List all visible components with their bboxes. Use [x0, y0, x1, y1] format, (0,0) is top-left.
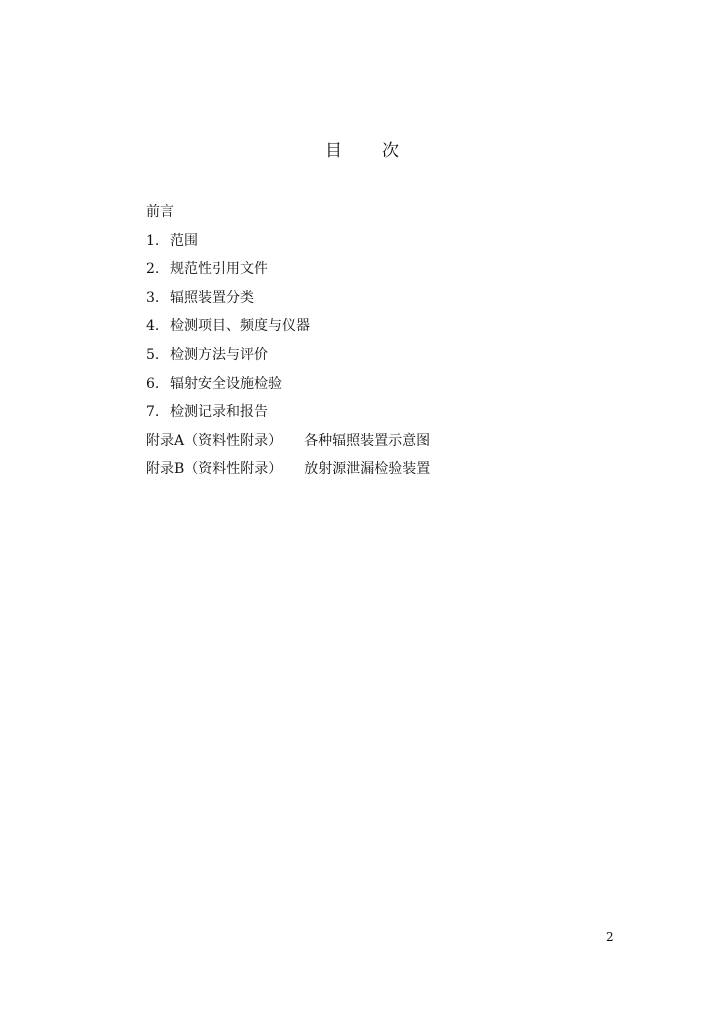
toc-item: [146, 316, 430, 345]
appendix-label: 附录A（资料性附录）: [146, 432, 283, 449]
toc-item-number: 7.: [146, 404, 160, 421]
toc-item-number: 3.: [146, 289, 160, 306]
toc-item-preface: [146, 202, 430, 231]
toc-item: [146, 259, 430, 288]
toc-appendix: [146, 431, 430, 460]
toc-item-label: 辐照装置分类: [170, 289, 254, 306]
toc-item: [146, 345, 430, 374]
toc-item-number: 5.: [146, 346, 160, 363]
toc-item-number: 1.: [146, 232, 160, 249]
toc-item-label: 规范性引用文件: [170, 261, 268, 278]
toc-item: [146, 402, 430, 431]
appendix-title: 各种辐照装置示意图: [304, 432, 431, 449]
toc-item-label: 范围: [170, 232, 198, 249]
toc-item-number: 4.: [146, 318, 160, 335]
toc-item-label: 辐射安全设施检验: [170, 375, 282, 392]
page-number: 2: [606, 930, 614, 944]
toc-item-label: 检测记录和报告: [170, 404, 268, 421]
title-char-2: 次: [382, 141, 399, 161]
toc-item-number: 2.: [146, 261, 160, 278]
title-char-1: 目: [325, 141, 342, 161]
appendix-title: 放射源泄漏检验装置: [304, 461, 431, 478]
toc-item: [146, 288, 430, 317]
toc-item: [146, 231, 430, 260]
toc-item-label: 前言: [146, 204, 174, 220]
appendix-label: 附录B（资料性附录）: [146, 461, 283, 478]
page-title: [0, 136, 724, 161]
toc-item-number: 6.: [146, 375, 160, 392]
toc-item: [146, 374, 430, 403]
toc-item-label: 检测项目、频度与仪器: [170, 318, 310, 335]
toc-item-label: 检测方法与评价: [170, 346, 268, 363]
table-of-contents: [146, 202, 430, 488]
toc-appendix: [146, 459, 430, 488]
